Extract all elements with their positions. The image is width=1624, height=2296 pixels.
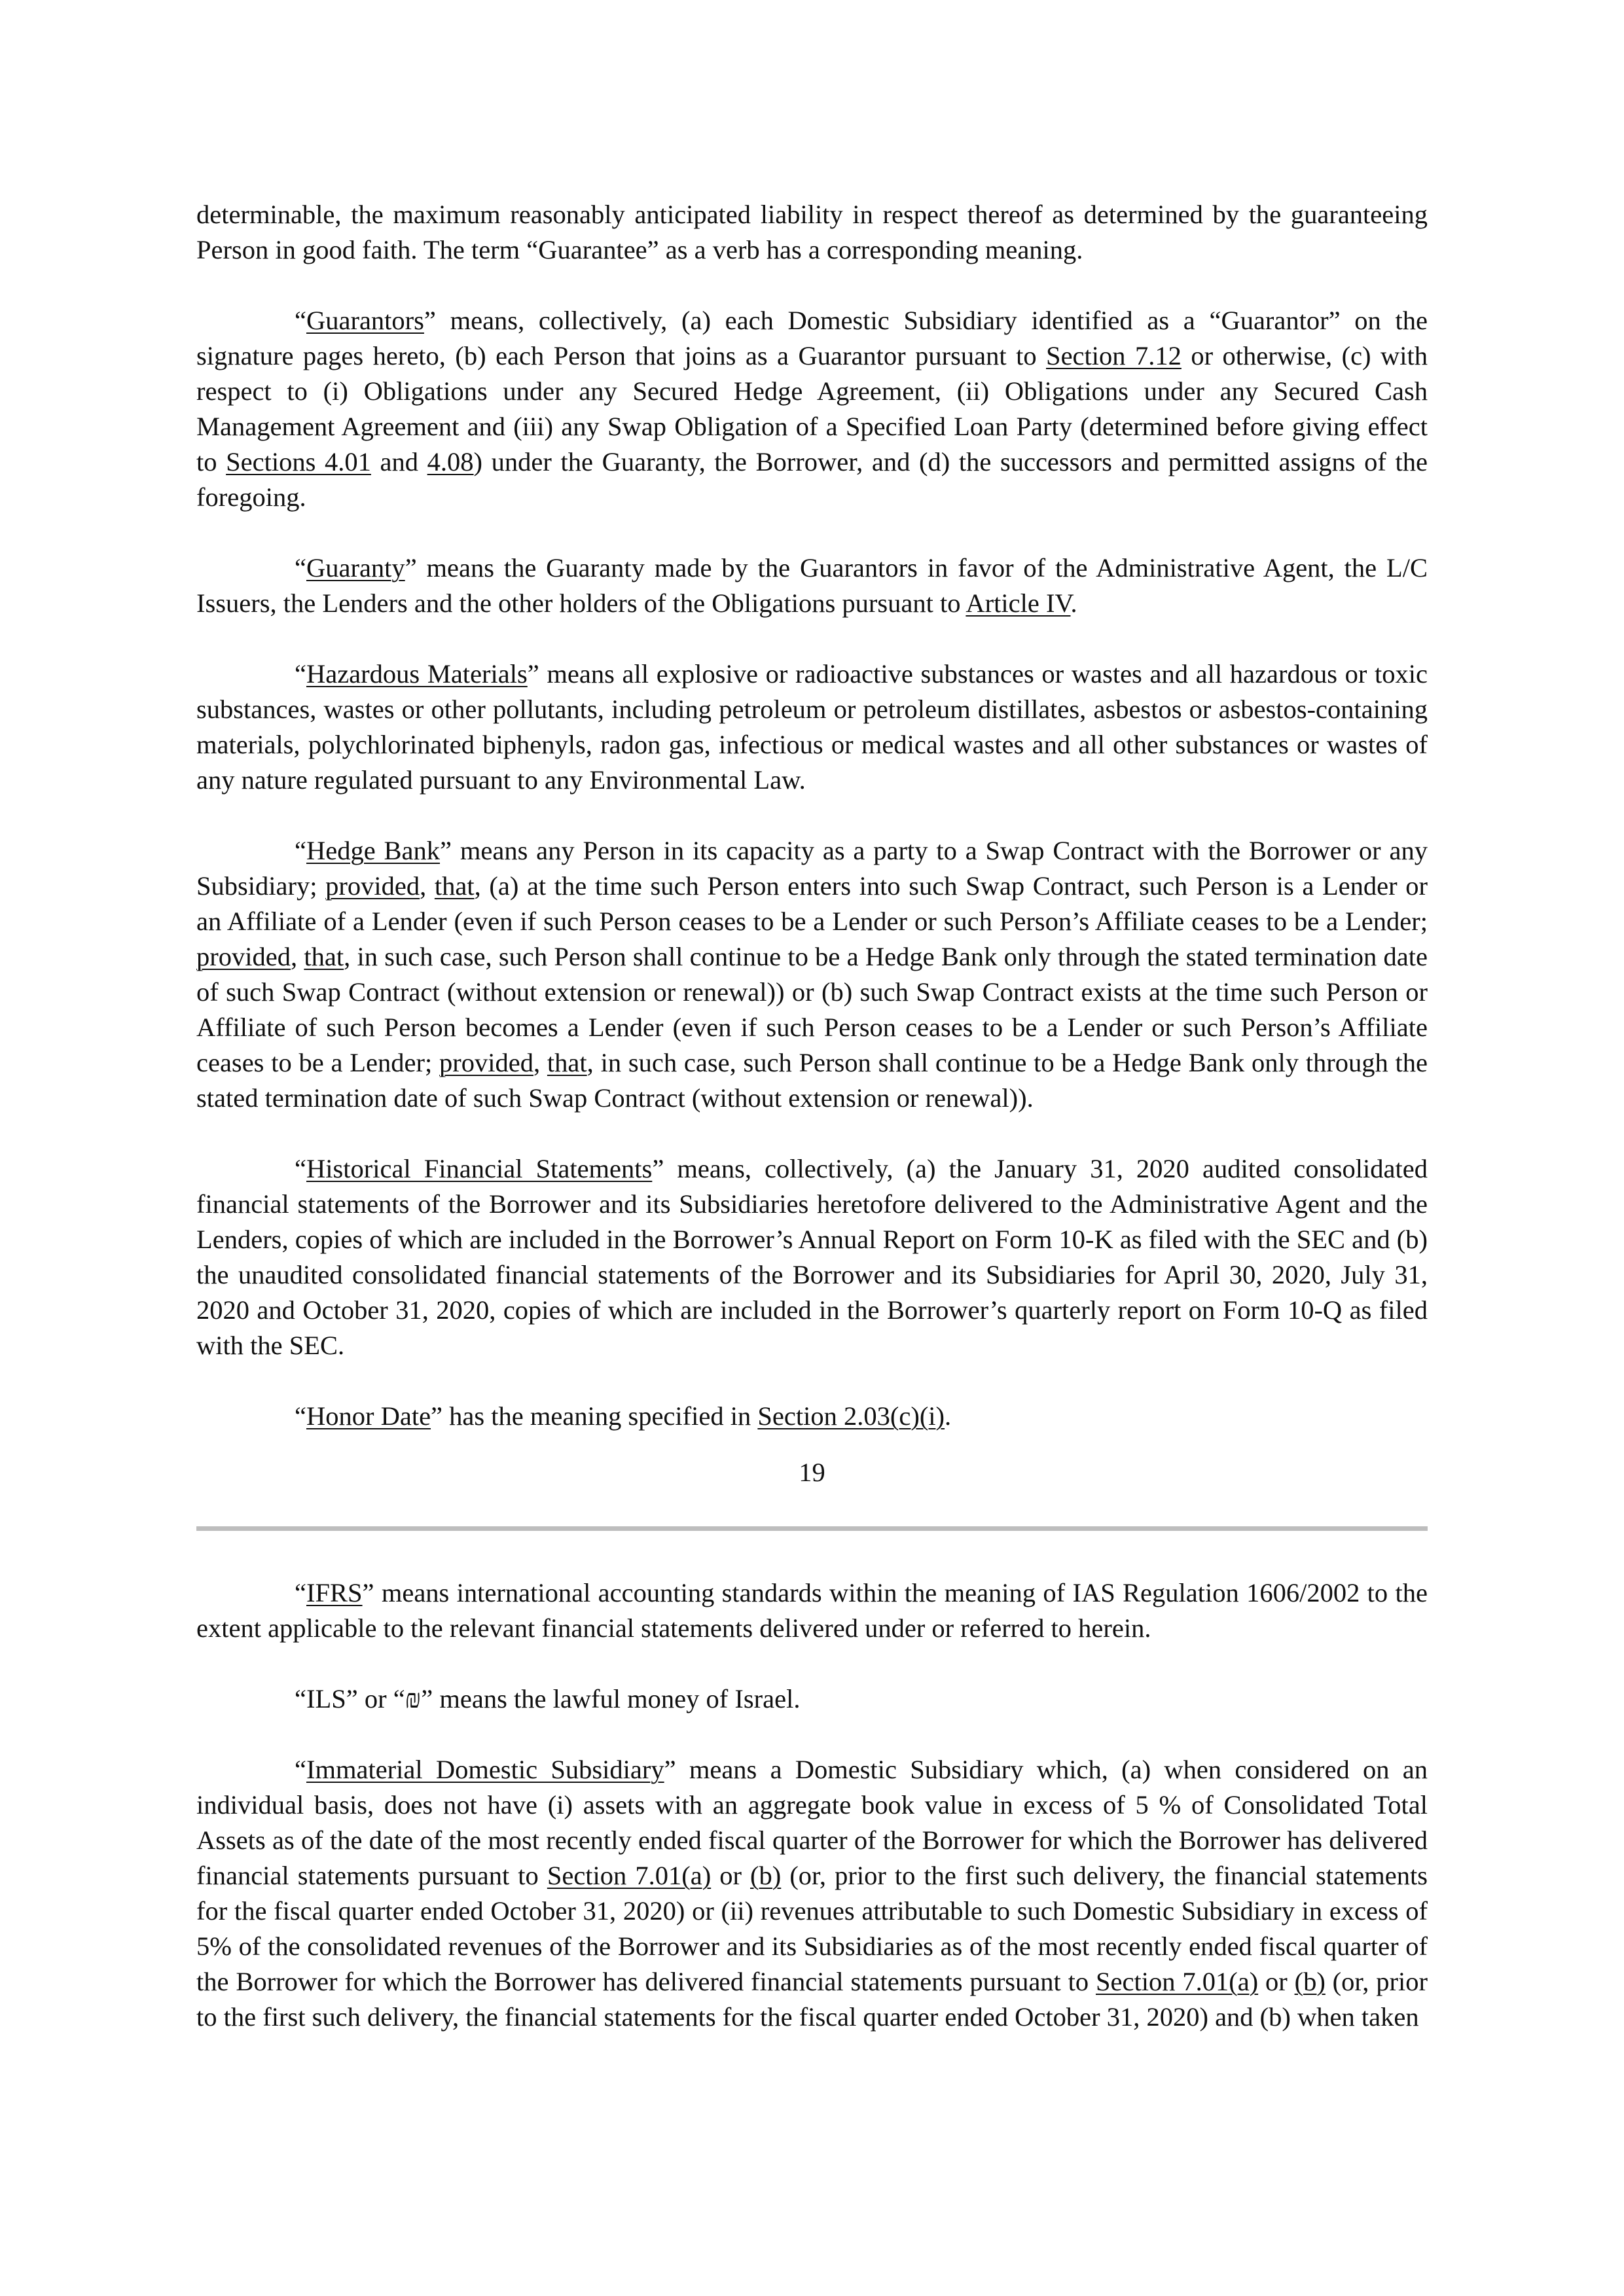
defined-term-hazardous-materials: Hazardous Materials xyxy=(306,659,528,689)
defined-term-guarantors: Guarantors xyxy=(306,306,424,335)
section-reference: Sections 4.01 xyxy=(226,447,371,476)
section-reference: Section 7.01(a) xyxy=(1096,1967,1259,1996)
defined-term-immaterial-domestic-subsidiary: Immaterial Domestic Subsidiary xyxy=(306,1755,664,1784)
section-reference: Section 2.03(c)(i) xyxy=(757,1401,945,1431)
proviso-term: provided xyxy=(439,1048,533,1077)
section-reference: (b) xyxy=(750,1861,782,1890)
article-reference: Article IV xyxy=(965,588,1071,618)
defined-term-historical-financial-statements: Historical Financial Statements xyxy=(306,1154,653,1183)
definition-hazardous-materials: “Hazardous Materials” means all explosive or radioactive substances or wastes and all hazardous or toxic substances, wastes or other pollutants, including petroleum or petroleum distillates, asbestos or asbestos-containing materials, polychlorinated biphenyls, radon gas, infectious or medical wastes and all other substances or wastes of any nature regulated pursuant to any Environmental Law. xyxy=(196,659,1428,795)
proviso-term: provided xyxy=(196,942,291,971)
section-reference: Section 7.01(a) xyxy=(547,1861,712,1890)
proviso-term: provided xyxy=(325,871,420,901)
section-reference: Section 7.12 xyxy=(1046,341,1182,370)
document-page-19-body xyxy=(196,197,1428,1469)
document-page-20-body xyxy=(196,1575,1428,2070)
definition-ifrs: “IFRS” means international accounting standards within the meaning of IAS Regulation 1606/2002 to the extent applicable to the relevant financial statements delivered under or referred to herein. xyxy=(196,1578,1428,1643)
definition-ils: “ILS” or “₪” means the lawful money of Israel. xyxy=(295,1684,801,1713)
proviso-term: that xyxy=(434,871,475,901)
proviso-term: that xyxy=(547,1048,587,1077)
defined-term-honor-date: Honor Date xyxy=(306,1401,431,1431)
guarantee-definition-continuation: determinable, the maximum reasonably anticipated liability in respect thereof as determined by the guaranteeing Person in good faith. The term “Guarantee” as a verb has a corresponding meaning. xyxy=(196,200,1428,264)
definition-immaterial-domestic-subsidiary: “Immaterial Domestic Subsidiary” means a Domestic Subsidiary which, (a) when considered on an individual basis, does not have (i) assets with an aggregate book value in excess of 5 % of Consolidated Total Assets as of the date of the most recently ended fiscal quarter of the Borrower for which the Borrower has delivered financial statements pursuant to Section 7.01(a) or (b) (or, prior to the first such delivery, the financial statements for the fiscal quarter ended October 31, 2020) or (ii) revenues attributable to such Domestic Subsidiary in excess of 5% of the consolidated revenues of the Borrower and its Subsidiaries as of the most recently ended fiscal quarter of the Borrower for which the Borrower has delivered financial statements pursuant to Section 7.01(a) or (b) (or, prior to the first such delivery, the financial statements for the fiscal quarter ended October 31, 2020) and (b) when taken xyxy=(196,1755,1428,2032)
page-number: 19 xyxy=(799,1458,825,1487)
definition-hedge-bank: “Hedge Bank” means any Person in its capacity as a party to a Swap Contract with the Borrower or any Subsidiary; provided, that, (a) at the time such Person enters into such Swap Contract, such Person is a Lender or an Affiliate of a Lender (even if such Person ceases to be a Lender or such Person’s Affiliate ceases to be a Lender; provided, that, in such case, such Person shall continue to be a Hedge Bank only through the stated termination date of such Swap Contract (without extension or renewal)) or (b) such Swap Contract exists at the time such Person or Affiliate of such Person becomes a Lender (even if such Person ceases to be a Lender or such Person’s Affiliate ceases to be a Lender; provided, that, in such case, such Person shall continue to be a Hedge Bank only through the stated termination date of such Swap Contract (without extension or renewal)). xyxy=(196,836,1428,1113)
definition-honor-date: “Honor Date” has the meaning specified in Section 2.03(c)(i). xyxy=(295,1401,952,1431)
defined-term-ifrs: IFRS xyxy=(306,1578,363,1607)
defined-term-guaranty: Guaranty xyxy=(306,553,405,583)
defined-term-hedge-bank: Hedge Bank xyxy=(306,836,441,865)
definition-guarantors: “Guarantors” means, collectively, (a) each Domestic Subsidiary identified as a “Guarantor” on the signature pages hereto, (b) each Person that joins as a Guarantor pursuant to Section 7.12 or otherwise, (c) with respect to (i) Obligations under any Secured Hedge Agreement, (ii) Obligations under any Secured Cash Management Agreement and (iii) any Swap Obligation of a Specified Loan Party (determined before giving effect to Sections 4.01 and 4.08) under the Guaranty, the Borrower, and (d) the successors and permitted assigns of the foregoing. xyxy=(196,306,1428,512)
definition-historical-financial-statements: “Historical Financial Statements” means, collectively, (a) the January 31, 2020 audited consolidated financial statements of the Borrower and its Subsidiaries heretofore delivered to the Administrative Agent and the Lenders, copies of which are included in the Borrower’s Annual Report on Form 10-K as filed with the SEC and (b) the unaudited consolidated financial statements of the Borrower and its Subsidiaries for April 30, 2020, July 31, 2020 and October 31, 2020, copies of which are included in the Borrower’s quarterly report on Form 10-Q as filed with the SEC. xyxy=(196,1154,1428,1360)
definition-guaranty: “Guaranty” means the Guaranty made by the Guarantors in favor of the Administrative Agent, the L/C Issuers, the Lenders and the other holders of the Obligations pursuant to Article IV. xyxy=(196,553,1428,618)
proviso-term: that xyxy=(304,942,344,971)
section-reference: 4.08 xyxy=(427,447,474,476)
page-divider xyxy=(196,1526,1428,1531)
section-reference: (b) xyxy=(1294,1967,1326,1996)
